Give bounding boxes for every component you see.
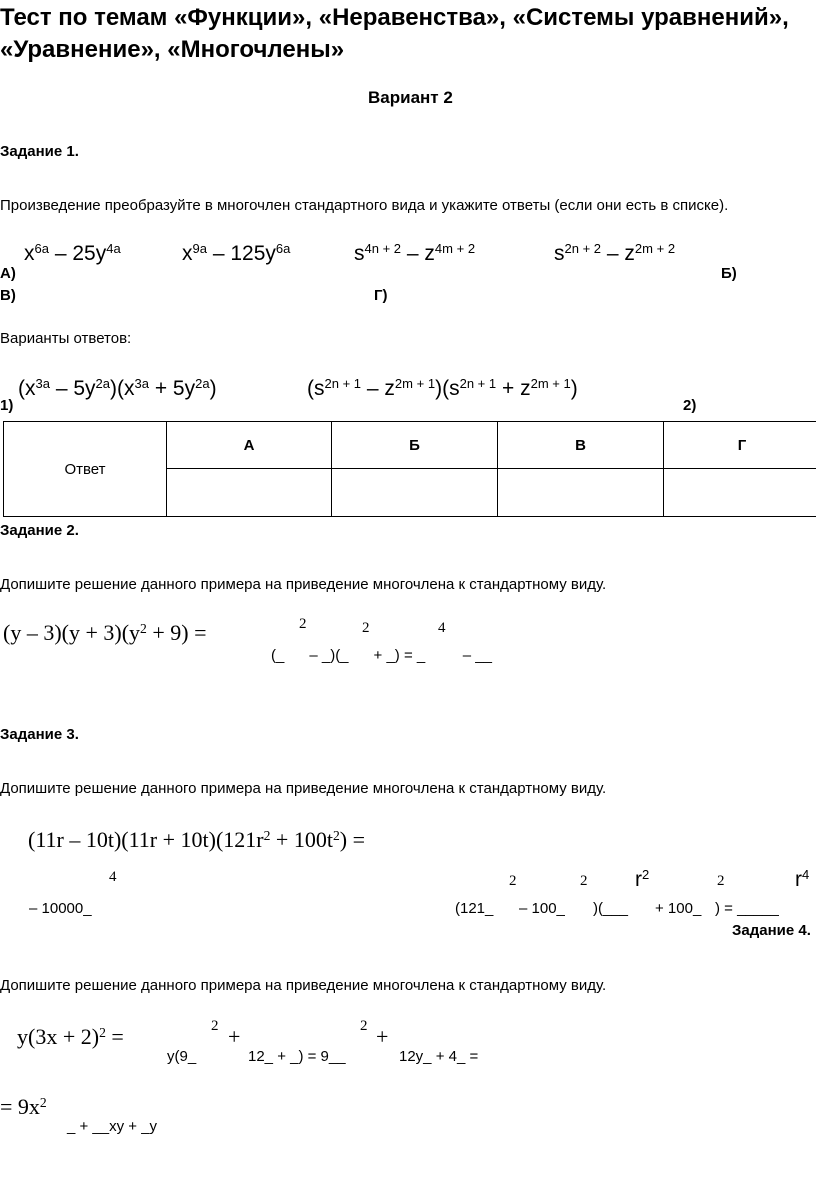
task3-fill-2[interactable]: – 100_ xyxy=(519,900,565,917)
task3-expression: $(11r - 10t)(11r + 10t)(121r^2 + 100t^2)$ = xyxy=(28,827,365,852)
task2-instruction: Допишите решение данного примера на приведение многочлена к стандартному виду. xyxy=(0,576,607,593)
task3-sup-b: 2 xyxy=(580,873,588,889)
task4-fill-3[interactable]: 12y_ + 4_ = xyxy=(399,1048,479,1065)
header-g: Г xyxy=(664,422,816,469)
task1-heading: Задание 1. xyxy=(0,143,79,160)
task2-heading: Задание 2. xyxy=(0,522,79,539)
answer-cell-v[interactable] xyxy=(498,469,664,517)
answer-label-2: 2) xyxy=(683,397,697,414)
task4-result: = $9x^2$ xyxy=(0,1094,47,1119)
task3-fill-5[interactable]: ) = _____ xyxy=(715,900,779,917)
header-a: А xyxy=(167,422,332,469)
expression-a: $x^{6a} - 25y^{4a}$ xyxy=(24,240,121,265)
answer-label-1: 1) xyxy=(0,397,14,414)
label-a: А) xyxy=(0,265,16,282)
task3-r4: $r^4$ xyxy=(795,866,810,891)
answer-cell-b[interactable] xyxy=(332,469,498,517)
task3-sup-4: 4 xyxy=(109,869,117,885)
label-b: Б) xyxy=(721,265,737,282)
task4-fill-2[interactable]: 12_ + _) = 9__ xyxy=(248,1048,346,1065)
task4-fill-4[interactable]: _ + __xy + _y xyxy=(67,1118,158,1135)
task4-expression: $y(3x + 2)^2$ = xyxy=(17,1024,124,1049)
expression-b: $x^{9a} - 125y^{6a}$ xyxy=(182,240,291,265)
label-g: Г) xyxy=(374,287,388,304)
answer-option-2: $(s^{2n + 1} - z^{2m + 1})(s^{2n + 1} + z^{2m + 1})$ xyxy=(307,375,578,400)
task3-sup-a: 2 xyxy=(509,873,517,889)
header-b: Б xyxy=(332,422,498,469)
task3-fill-1[interactable]: (121_ xyxy=(455,900,494,917)
task2-sup-a: 2 xyxy=(299,616,307,632)
task2-expression: $(y - 3)(y + 3)(y^2 + 9)$ = xyxy=(3,620,207,645)
task4-plus-b: + xyxy=(376,1024,389,1049)
task3-fill-4[interactable]: + 100_ xyxy=(655,900,702,917)
task2-sup-c: 4 xyxy=(438,620,446,636)
task4-fill-1[interactable]: y(9_ xyxy=(167,1048,197,1065)
answer-cell-g[interactable] xyxy=(664,469,816,517)
answer-table xyxy=(3,421,816,517)
page-title: Тест по темам «Функции», «Неравенства», «Системы уравнений», «Уравнение», «Многочлены» xyxy=(0,4,789,63)
expression-g: $s^{2n + 2} - z^{2m + 2}$ xyxy=(554,240,676,265)
answers-title: Варианты ответов: xyxy=(0,330,132,347)
task4-sup-a: 2 xyxy=(211,1018,219,1034)
task4-plus-a: + xyxy=(228,1024,241,1049)
task3-r2: $r^2$ xyxy=(635,866,650,891)
task2-sup-b: 2 xyxy=(362,620,370,636)
task3-left-text[interactable]: – 10000_ xyxy=(29,900,92,917)
task4-instruction: Допишите решение данного примера на приведение многочлена к стандартному виду. xyxy=(0,977,607,994)
header-v: В xyxy=(498,422,664,469)
answer-cell-a[interactable] xyxy=(167,469,332,517)
variant-label: Вариант 2 xyxy=(368,88,453,107)
answer-row-label: Ответ xyxy=(4,422,167,517)
task2-fill-line[interactable]: (_ – _)(_ + _) = _ – __ xyxy=(271,647,492,664)
task3-heading: Задание 3. xyxy=(0,726,79,743)
task1-instruction: Произведение преобразуйте в многочлен стандартного вида и укажите ответы (если они есть в списке). xyxy=(0,197,729,214)
task3-fill-3[interactable]: )(___ xyxy=(593,900,629,917)
task4-heading: Задание 4. xyxy=(732,922,811,939)
label-v: В) xyxy=(0,287,16,304)
task4-sup-b: 2 xyxy=(360,1018,368,1034)
answer-option-1: $(x^{3a} - 5y^{2a})(x^{3a} + 5y^{2a})$ xyxy=(18,375,217,400)
task3-sup-c: 2 xyxy=(717,873,725,889)
expression-v: $s^{4n + 2} - z^{4m + 2}$ xyxy=(354,240,476,265)
task3-instruction: Допишите решение данного примера на приведение многочлена к стандартному виду. xyxy=(0,780,607,797)
